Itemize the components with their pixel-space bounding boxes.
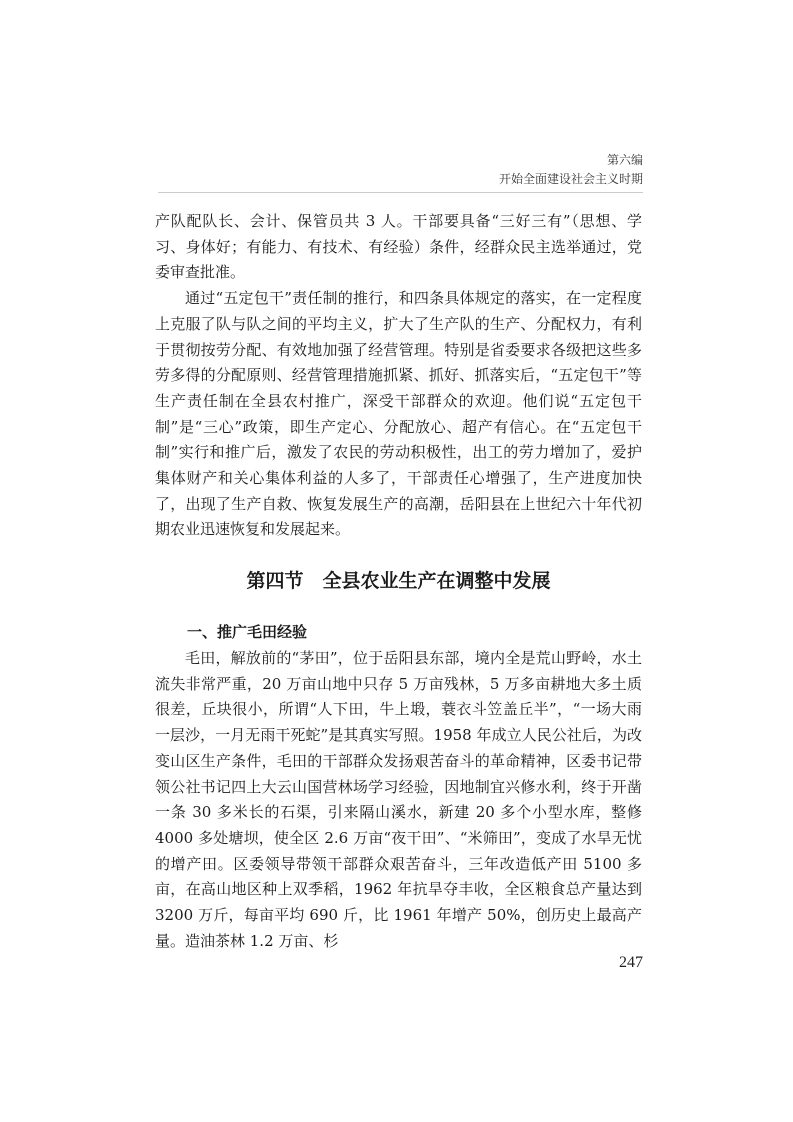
running-header-title: 开始全面建设社会主义时期 bbox=[498, 172, 643, 186]
running-header-part: 第六编 bbox=[606, 153, 643, 167]
running-header bbox=[499, 151, 643, 189]
paragraph: 产队配队长、会计、保管员共 3 人。干部要具备“三好三有”（思想、学习、身体好；有能力、有技术、有经验）条件，经群众民主选举通过，党委审查批准。 bbox=[155, 212, 642, 282]
header-divider bbox=[158, 192, 643, 193]
paragraph: 通过“五定包干”责任制的推行，和四条具体规定的落实，在一定程度上克服了队与队之间的平均主义，扩大了生产队的生产、分配权力，有利于贯彻按劳分配、有效地加强了经营管理。特别是省委要求各级把这些多劳多得的分配原则、经营管理措施抓紧、抓好、抓落实后，“五定包干”等生产责任制在全县农村推广，深受干部群众的欢迎。他们说“五定包干制”是“三心”政策，即生产定心、分配放心、超产有信心。在“五定包干制”实行和推广后，激发了农民的劳动积极性，出工的劳力增加了，爱护集体财产和关心集体利益的人多了，干部责任心增强了，生产进度加快了，出现了生产自救、恢复发展生产的高潮，岳阳县在上世纪六十年代初期农业迅速恢复和发展起来。 bbox=[155, 289, 642, 539]
paragraph: 毛田，解放前的“茅田”，位于岳阳县东部，境内全是荒山野岭，水土流失非常严重，20 万亩山地中只存 5 万亩残林，5 万多亩耕地大多土质很差，丘块很小，所谓“人下田，牛上塅，蓑衣斗笠盖丘半”，“一场大雨一层沙，一月无雨干死蛇”是其真实写照。1958 年成立人民公社后，为改变山区生产条件，毛田的干部群众发扬艰苦奋斗的革命精神，区委书记带领公社书记四上大云山国营林场学习经验，因地制宜兴修水利，终于开凿一条 30 多米长的石渠，引来隔山溪水，新建 20 多个小型水库，整修 4000 多处塘坝，使全区 2.6 万亩“夜干田”、“米筛田”，变成了水旱无忧的增产田。区委领导带领干部群众艰苦奋斗，三年改造低产田 5100 多亩，在高山地区种上双季稻，1962 年抗旱夺丰收，全区粮食总产量达到 3200 万斤，每亩平均 690 斤，比 1961 年增产 50%，创历史上最高产量。造油茶林 1.2 万亩、杉 bbox=[155, 649, 642, 950]
subsection-title: 一、推广毛田经验 bbox=[187, 623, 308, 641]
section-title: 第四节 全县农业生产在调整中发展 bbox=[246, 570, 551, 592]
body-text-after-section bbox=[155, 646, 642, 954]
body-text-before-section bbox=[155, 209, 642, 543]
page-number: 247 bbox=[619, 954, 643, 971]
